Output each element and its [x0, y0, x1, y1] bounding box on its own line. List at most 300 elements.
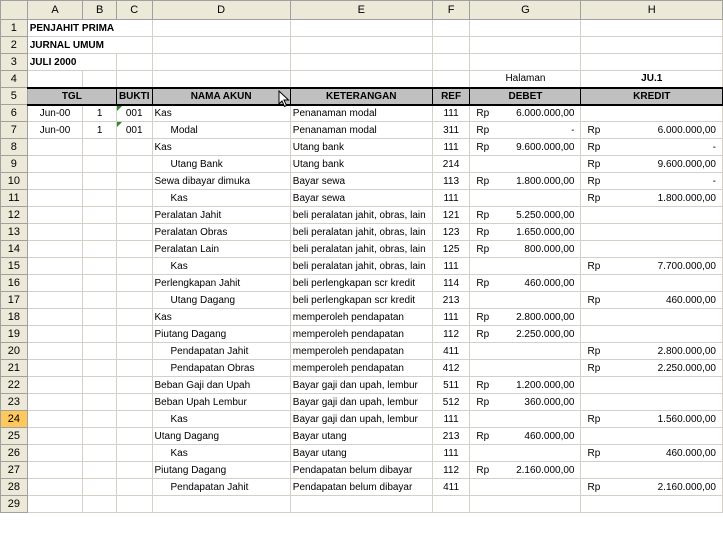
cell[interactable]	[470, 37, 581, 54]
entry-number-cell[interactable]	[83, 343, 117, 360]
entry-number-cell[interactable]	[83, 224, 117, 241]
date-cell[interactable]	[27, 190, 83, 207]
entry-number-cell[interactable]	[83, 326, 117, 343]
description-cell[interactable]: memperoleh pendapatan	[290, 326, 432, 343]
description-cell[interactable]: memperoleh pendapatan	[290, 360, 432, 377]
credit-cell[interactable]	[581, 445, 723, 462]
bukti-cell[interactable]	[116, 428, 152, 445]
debit-amount: 460.000,00	[524, 277, 575, 289]
ref-cell[interactable]: 213	[432, 428, 470, 445]
entry-number-cell[interactable]	[83, 139, 117, 156]
row-header[interactable]: 21	[1, 360, 28, 377]
account-name-cell[interactable]: Piutang Dagang	[152, 462, 290, 479]
row-header[interactable]: 29	[1, 496, 28, 513]
row-header[interactable]: 28	[1, 479, 28, 496]
ref-cell[interactable]: 412	[432, 360, 470, 377]
account-name-cell[interactable]: Perlengkapan Jahit	[152, 275, 290, 292]
cell[interactable]	[290, 20, 432, 37]
cell[interactable]	[290, 54, 432, 71]
credit-cell[interactable]	[581, 241, 723, 258]
credit-amount: 6.000.000,00	[657, 124, 716, 136]
credit-cell[interactable]	[581, 122, 723, 139]
account-name-cell[interactable]: Modal	[152, 122, 290, 139]
row-header[interactable]: 3	[1, 54, 28, 71]
cell[interactable]	[27, 496, 83, 513]
description-cell[interactable]: Pendapatan belum dibayar	[290, 479, 432, 496]
debit-cell[interactable]	[470, 241, 581, 258]
debit-currency: Rp	[476, 464, 490, 476]
debit-cell[interactable]	[470, 326, 581, 343]
ref-cell[interactable]: 411	[432, 343, 470, 360]
entry-number-cell[interactable]: 1	[83, 122, 117, 139]
ref-cell[interactable]: 111	[432, 190, 470, 207]
credit-cell[interactable]	[581, 343, 723, 360]
entry-number-cell[interactable]	[83, 156, 117, 173]
row-header[interactable]: 23	[1, 394, 28, 411]
row-header[interactable]: 15	[1, 258, 28, 275]
row-header[interactable]: 5	[1, 88, 28, 105]
date-cell[interactable]	[27, 360, 83, 377]
row-header[interactable]: 16	[1, 275, 28, 292]
account-name-cell[interactable]: Kas	[152, 309, 290, 326]
bukti-cell[interactable]	[116, 394, 152, 411]
debit-currency: Rp	[476, 243, 490, 255]
entry-number-cell[interactable]	[83, 360, 117, 377]
cell[interactable]	[432, 496, 470, 513]
credit-cell[interactable]	[581, 275, 723, 292]
cell[interactable]	[581, 20, 723, 37]
account-name-cell[interactable]: Kas	[152, 190, 290, 207]
debit-cell[interactable]	[470, 173, 581, 190]
account-name-cell[interactable]: Pendapatan Jahit	[152, 343, 290, 360]
ref-cell[interactable]: 123	[432, 224, 470, 241]
credit-amount: 1.560.000,00	[657, 413, 716, 425]
debit-cell[interactable]	[470, 258, 581, 275]
credit-cell[interactable]	[581, 173, 723, 190]
description-cell[interactable]: beli peralatan jahit, obras, lain	[290, 224, 432, 241]
bukti-cell[interactable]	[116, 241, 152, 258]
cell[interactable]	[290, 496, 432, 513]
journal-row	[1, 462, 723, 479]
credit-cell[interactable]	[581, 326, 723, 343]
header-bukti[interactable]: BUKTI	[116, 88, 152, 105]
date-cell[interactable]	[27, 309, 83, 326]
description-cell[interactable]: Bayar gaji dan upah, lembur	[290, 377, 432, 394]
ref-cell[interactable]: 121	[432, 207, 470, 224]
ref-cell[interactable]: 113	[432, 173, 470, 190]
date-cell[interactable]	[27, 139, 83, 156]
description-cell[interactable]: Utang bank	[290, 139, 432, 156]
debit-currency: Rp	[476, 379, 490, 391]
credit-cell[interactable]	[581, 394, 723, 411]
cell[interactable]	[116, 496, 152, 513]
bukti-cell[interactable]	[116, 462, 152, 479]
account-name-cell[interactable]: Sewa dibayar dimuka	[152, 173, 290, 190]
entry-number-cell[interactable]	[83, 309, 117, 326]
journal-row	[1, 190, 723, 207]
row-header[interactable]: 13	[1, 224, 28, 241]
ref-cell[interactable]: 411	[432, 479, 470, 496]
journal-row	[1, 173, 723, 190]
journal-row	[1, 105, 723, 122]
cell[interactable]	[432, 71, 470, 88]
debit-cell[interactable]	[470, 394, 581, 411]
header-tgl[interactable]: TGL	[27, 88, 116, 105]
description-cell[interactable]: beli peralatan jahit, obras, lain	[290, 241, 432, 258]
row-header[interactable]: 4	[1, 71, 28, 88]
row-header[interactable]: 1	[1, 20, 28, 37]
ref-cell[interactable]: 111	[432, 139, 470, 156]
entry-number-cell[interactable]	[83, 275, 117, 292]
credit-cell[interactable]	[581, 479, 723, 496]
ref-cell[interactable]: 214	[432, 156, 470, 173]
column-header-b[interactable]: B	[83, 1, 117, 20]
ref-cell[interactable]: 125	[432, 241, 470, 258]
row-header[interactable]: 12	[1, 207, 28, 224]
column-header-f[interactable]: F	[432, 1, 470, 20]
description-cell[interactable]: Bayar utang	[290, 445, 432, 462]
debit-cell[interactable]	[470, 275, 581, 292]
account-name-cell[interactable]: Pendapatan Jahit	[152, 479, 290, 496]
date-cell[interactable]	[27, 207, 83, 224]
account-name-cell[interactable]: Peralatan Lain	[152, 241, 290, 258]
description-cell[interactable]: beli perlengkapan scr kredit	[290, 275, 432, 292]
cell[interactable]	[581, 54, 723, 71]
row-header[interactable]: 7	[1, 122, 28, 139]
entry-number-cell[interactable]	[83, 207, 117, 224]
account-name-cell[interactable]: Peralatan Obras	[152, 224, 290, 241]
bukti-cell[interactable]	[116, 360, 152, 377]
entry-number-cell[interactable]: 1	[83, 105, 117, 122]
credit-cell[interactable]	[581, 428, 723, 445]
bukti-cell[interactable]	[116, 190, 152, 207]
cell[interactable]	[152, 20, 290, 37]
header-debet[interactable]: DEBET	[470, 88, 581, 105]
account-name-cell[interactable]: Peralatan Jahit	[152, 207, 290, 224]
description-cell[interactable]: Bayar gaji dan upah, lembur	[290, 411, 432, 428]
credit-cell[interactable]	[581, 411, 723, 428]
company-title-cell[interactable]: PENJAHIT PRIMA	[27, 20, 152, 37]
credit-currency: Rp	[587, 447, 601, 459]
date-cell[interactable]: Jun-00	[27, 105, 83, 122]
entry-number-cell[interactable]	[83, 428, 117, 445]
debit-cell[interactable]	[470, 445, 581, 462]
ref-cell[interactable]: 112	[432, 462, 470, 479]
cell[interactable]	[290, 37, 432, 54]
debit-amount: 5.250.000,00	[516, 209, 575, 221]
account-name-cell[interactable]: Utang Dagang	[152, 292, 290, 309]
ref-cell[interactable]: 114	[432, 275, 470, 292]
credit-cell[interactable]	[581, 462, 723, 479]
account-name-cell[interactable]: Kas	[152, 445, 290, 462]
row-header[interactable]: 2	[1, 37, 28, 54]
bukti-cell[interactable]	[116, 377, 152, 394]
cell[interactable]	[290, 71, 432, 88]
column-header-d[interactable]: D	[152, 1, 290, 20]
date-cell[interactable]	[27, 258, 83, 275]
credit-cell[interactable]	[581, 207, 723, 224]
cell[interactable]	[432, 37, 470, 54]
column-header-g[interactable]: G	[470, 1, 581, 20]
debit-cell[interactable]	[470, 309, 581, 326]
bukti-cell[interactable]	[116, 207, 152, 224]
bukti-cell[interactable]	[116, 292, 152, 309]
credit-currency: Rp	[587, 362, 601, 374]
row-header[interactable]: 9	[1, 156, 28, 173]
credit-cell[interactable]	[581, 139, 723, 156]
bukti-cell[interactable]	[116, 224, 152, 241]
row-header[interactable]: 19	[1, 326, 28, 343]
description-cell[interactable]: Penanaman modal	[290, 105, 432, 122]
row-header[interactable]: 20	[1, 343, 28, 360]
debit-cell[interactable]	[470, 292, 581, 309]
date-cell[interactable]	[27, 411, 83, 428]
row-header[interactable]: 10	[1, 173, 28, 190]
date-cell[interactable]	[27, 156, 83, 173]
row-header[interactable]: 26	[1, 445, 28, 462]
entry-number-cell[interactable]	[83, 462, 117, 479]
bukti-cell[interactable]	[116, 139, 152, 156]
journal-row	[1, 394, 723, 411]
bukti-cell[interactable]	[116, 445, 152, 462]
journal-row	[1, 275, 723, 292]
debit-cell[interactable]	[470, 411, 581, 428]
row-header[interactable]: 11	[1, 190, 28, 207]
date-cell[interactable]	[27, 445, 83, 462]
halaman-label-cell[interactable]: Halaman	[470, 71, 581, 88]
date-cell[interactable]	[27, 275, 83, 292]
column-header-c[interactable]: C	[116, 1, 152, 20]
date-cell[interactable]	[27, 394, 83, 411]
account-name-cell[interactable]: Utang Bank	[152, 156, 290, 173]
date-cell[interactable]	[27, 241, 83, 258]
cell[interactable]	[152, 37, 290, 54]
row-header[interactable]: 18	[1, 309, 28, 326]
column-header-h[interactable]: H	[581, 1, 723, 20]
cell[interactable]	[152, 71, 290, 88]
date-cell[interactable]	[27, 224, 83, 241]
entry-number-cell[interactable]	[83, 190, 117, 207]
cell[interactable]	[152, 496, 290, 513]
ref-cell[interactable]: 511	[432, 377, 470, 394]
cell[interactable]	[116, 71, 152, 88]
debit-cell[interactable]	[470, 377, 581, 394]
row-header[interactable]: 17	[1, 292, 28, 309]
debit-cell[interactable]	[470, 190, 581, 207]
date-cell[interactable]	[27, 292, 83, 309]
bukti-cell[interactable]	[116, 479, 152, 496]
bukti-cell[interactable]	[116, 326, 152, 343]
credit-cell[interactable]	[581, 156, 723, 173]
journal-row	[1, 258, 723, 275]
halaman-value-cell[interactable]: JU.1	[581, 71, 723, 88]
credit-cell[interactable]	[581, 309, 723, 326]
cell[interactable]	[581, 37, 723, 54]
debit-amount: 2.160.000,00	[516, 464, 575, 476]
credit-amount: 2.160.000,00	[657, 481, 716, 493]
credit-currency: Rp	[587, 413, 601, 425]
entry-number-cell[interactable]	[83, 241, 117, 258]
journal-row	[1, 377, 723, 394]
account-name-cell[interactable]: Beban Gaji dan Upah	[152, 377, 290, 394]
date-cell[interactable]	[27, 326, 83, 343]
ref-cell[interactable]: 512	[432, 394, 470, 411]
credit-cell[interactable]	[581, 292, 723, 309]
account-name-cell[interactable]: Utang Dagang	[152, 428, 290, 445]
debit-cell[interactable]	[470, 343, 581, 360]
date-cell[interactable]	[27, 343, 83, 360]
journal-title-cell[interactable]: JURNAL UMUM	[27, 37, 152, 54]
entry-number-cell[interactable]	[83, 377, 117, 394]
debit-currency: Rp	[476, 311, 490, 323]
ref-cell[interactable]: 111	[432, 258, 470, 275]
description-cell[interactable]: Bayar gaji dan upah, lembur	[290, 394, 432, 411]
account-name-cell[interactable]: Kas	[152, 411, 290, 428]
account-name-cell[interactable]: Beban Upah Lembur	[152, 394, 290, 411]
header-kredit[interactable]: KREDIT	[581, 88, 723, 105]
row-header[interactable]: 25	[1, 428, 28, 445]
description-cell[interactable]: beli perlengkapan scr kredit	[290, 292, 432, 309]
debit-cell[interactable]	[470, 360, 581, 377]
debit-currency: Rp	[476, 396, 490, 408]
debit-currency: Rp	[476, 277, 490, 289]
journal-row	[1, 445, 723, 462]
debit-cell[interactable]	[470, 428, 581, 445]
cell[interactable]	[470, 20, 581, 37]
date-cell[interactable]	[27, 377, 83, 394]
ref-cell[interactable]: 213	[432, 292, 470, 309]
row-header[interactable]: 8	[1, 139, 28, 156]
row-header[interactable]: 6	[1, 105, 28, 122]
entry-number-cell[interactable]	[83, 394, 117, 411]
description-cell[interactable]: Bayar utang	[290, 428, 432, 445]
account-name-cell[interactable]: Piutang Dagang	[152, 326, 290, 343]
row-header[interactable]: 27	[1, 462, 28, 479]
row-header[interactable]: 24	[1, 411, 28, 428]
credit-cell[interactable]	[581, 105, 723, 122]
header-ref[interactable]: REF	[432, 88, 470, 105]
entry-number-cell[interactable]	[83, 445, 117, 462]
debit-cell[interactable]	[470, 122, 581, 139]
debit-cell[interactable]	[470, 462, 581, 479]
header-nama-akun[interactable]: NAMA AKUN	[152, 88, 290, 105]
entry-number-cell[interactable]	[83, 411, 117, 428]
entry-number-cell[interactable]	[83, 479, 117, 496]
description-cell[interactable]: memperoleh pendapatan	[290, 343, 432, 360]
cell[interactable]	[470, 54, 581, 71]
bukti-cell[interactable]	[116, 309, 152, 326]
entry-number-cell[interactable]	[83, 173, 117, 190]
description-cell[interactable]: Bayar sewa	[290, 173, 432, 190]
column-header-e[interactable]: E	[290, 1, 432, 20]
credit-cell[interactable]	[581, 377, 723, 394]
ref-cell[interactable]: 111	[432, 105, 470, 122]
description-cell[interactable]: memperoleh pendapatan	[290, 309, 432, 326]
journal-row	[1, 207, 723, 224]
account-name-cell[interactable]: Kas	[152, 139, 290, 156]
bukti-cell[interactable]	[116, 258, 152, 275]
period-title-cell[interactable]: JULI 2000	[27, 54, 116, 71]
credit-cell[interactable]	[581, 190, 723, 207]
date-cell[interactable]	[27, 479, 83, 496]
date-cell[interactable]	[27, 462, 83, 479]
bukti-cell[interactable]	[116, 275, 152, 292]
date-cell[interactable]	[27, 173, 83, 190]
account-name-cell[interactable]: Kas	[152, 105, 290, 122]
bukti-cell[interactable]: 001	[116, 122, 152, 139]
cell[interactable]	[27, 71, 83, 88]
ref-cell[interactable]: 311	[432, 122, 470, 139]
journal-row	[1, 224, 723, 241]
date-cell[interactable]	[27, 428, 83, 445]
row-header[interactable]: 14	[1, 241, 28, 258]
credit-cell[interactable]	[581, 258, 723, 275]
ref-cell[interactable]: 111	[432, 445, 470, 462]
debit-currency: Rp	[476, 175, 490, 187]
credit-amount: 460.000,00	[665, 447, 716, 459]
entry-number-cell[interactable]	[83, 258, 117, 275]
ref-cell[interactable]: 111	[432, 411, 470, 428]
header-keterangan[interactable]: KETERANGAN	[290, 88, 432, 105]
account-name-cell[interactable]: Pendapatan Obras	[152, 360, 290, 377]
debit-cell[interactable]	[470, 479, 581, 496]
debit-cell[interactable]	[470, 207, 581, 224]
credit-currency: Rp	[587, 260, 601, 272]
debit-cell[interactable]	[470, 105, 581, 122]
bukti-cell[interactable]	[116, 411, 152, 428]
description-cell[interactable]: beli peralatan jahit, obras, lain	[290, 207, 432, 224]
debit-currency: Rp	[476, 141, 490, 153]
description-cell[interactable]: Utang bank	[290, 156, 432, 173]
credit-cell[interactable]	[581, 224, 723, 241]
bukti-cell[interactable]	[116, 343, 152, 360]
cell[interactable]	[83, 496, 117, 513]
debit-amount: 9.600.000,00	[516, 141, 575, 153]
account-name-cell[interactable]: Kas	[152, 258, 290, 275]
credit-cell[interactable]	[581, 360, 723, 377]
description-cell[interactable]: Penanaman modal	[290, 122, 432, 139]
debit-cell[interactable]	[470, 224, 581, 241]
cell[interactable]	[116, 54, 152, 71]
cell[interactable]	[470, 496, 581, 513]
credit-currency: Rp	[587, 345, 601, 357]
credit-currency: Rp	[587, 141, 601, 153]
credit-amount: 7.700.000,00	[657, 260, 716, 272]
column-header-a[interactable]: A	[27, 1, 83, 20]
ref-cell[interactable]: 111	[432, 309, 470, 326]
credit-amount: -	[712, 175, 716, 187]
bukti-cell[interactable]	[116, 173, 152, 190]
debit-cell[interactable]	[470, 139, 581, 156]
cell[interactable]	[581, 496, 723, 513]
debit-cell[interactable]	[470, 156, 581, 173]
ref-cell[interactable]: 112	[432, 326, 470, 343]
select-all-corner[interactable]	[1, 1, 28, 20]
cell[interactable]	[83, 71, 117, 88]
journal-row	[1, 309, 723, 326]
row-header[interactable]: 22	[1, 377, 28, 394]
cell[interactable]	[432, 54, 470, 71]
date-cell[interactable]: Jun-00	[27, 122, 83, 139]
entry-number-cell[interactable]	[83, 292, 117, 309]
description-cell[interactable]: beli peralatan jahit, obras, lain	[290, 258, 432, 275]
bukti-cell[interactable]: 001	[116, 105, 152, 122]
cell[interactable]	[152, 54, 290, 71]
description-cell[interactable]: Pendapatan belum dibayar	[290, 462, 432, 479]
bukti-cell[interactable]	[116, 156, 152, 173]
description-cell[interactable]: Bayar sewa	[290, 190, 432, 207]
cell[interactable]	[432, 20, 470, 37]
